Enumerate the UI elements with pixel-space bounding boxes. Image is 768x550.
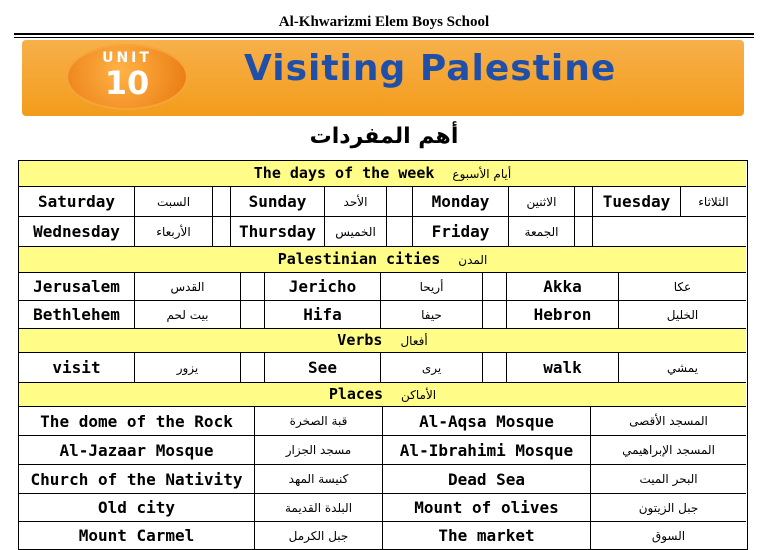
- table-row: [19, 301, 746, 329]
- table-row: [19, 187, 746, 217]
- place-ar: المسجد الإبراهيمي: [622, 443, 715, 457]
- city-ar: حيفا: [381, 301, 483, 328]
- days-header-ar: أيام الأسبوع: [452, 167, 512, 181]
- place-ar: قبة الصخرة: [255, 407, 383, 435]
- place-en: The market: [383, 522, 591, 549]
- day-ar: الجمعة: [509, 217, 575, 246]
- spacer-cell: [387, 187, 413, 216]
- city-ar: القدس: [135, 273, 241, 300]
- spacer-cell: [241, 273, 265, 300]
- city-ar: الخليل: [666, 307, 699, 322]
- places-header-ar: الأماكن: [401, 388, 437, 402]
- school-name: Al-Khwarizmi Elem Boys School: [278, 14, 490, 30]
- day-en: Monday: [413, 187, 509, 216]
- place-en: Dead Sea: [383, 465, 591, 493]
- places-header-en: Places: [328, 385, 384, 403]
- verb-en: See: [265, 353, 381, 382]
- days-header-en: The days of the week: [253, 164, 435, 182]
- day-ar: الخميس: [325, 217, 387, 246]
- day-en: Saturday: [19, 187, 135, 216]
- city-en: Hifa: [265, 301, 381, 328]
- place-ar: جبل الكرمل: [255, 522, 383, 549]
- section-header-cities: [19, 247, 746, 273]
- day-en: Friday: [413, 217, 509, 246]
- verb-en: visit: [19, 353, 135, 382]
- section-header-places: [19, 383, 746, 407]
- place-ar: المسجد الأقصى: [629, 414, 708, 428]
- unit-badge: [68, 46, 186, 108]
- verb-ar: يرى: [381, 353, 483, 382]
- section-header-days: [19, 161, 746, 187]
- spacer-cell: [575, 187, 593, 216]
- table-row: [19, 217, 746, 247]
- day-en: Tuesday: [593, 187, 681, 216]
- spacer-cell: [575, 217, 593, 246]
- day-en: Sunday: [231, 187, 325, 216]
- verbs-header-en: Verbs: [337, 331, 383, 349]
- section-header-verbs: [19, 329, 746, 353]
- spacer-cell: [483, 353, 507, 382]
- table-row: [19, 407, 746, 436]
- unit-title: Visiting Palestine: [244, 48, 617, 89]
- day-ar: السبت: [135, 187, 213, 216]
- place-en: Mount of olives: [383, 494, 591, 521]
- day-ar: الأحد: [325, 187, 387, 216]
- unit-label: UNIT: [102, 50, 152, 66]
- unit-number: 10: [104, 64, 150, 102]
- city-en: Akka: [507, 273, 619, 300]
- place-en: Mount Carmel: [19, 522, 255, 549]
- city-ar: بيت لحم: [135, 301, 241, 328]
- top-rule: [14, 33, 754, 35]
- spacer-cell: [241, 301, 265, 328]
- spacer-cell: [483, 273, 507, 300]
- place-en: Al-Aqsa Mosque: [383, 407, 591, 435]
- city-en: Bethlehem: [19, 301, 135, 328]
- table-row: [19, 522, 746, 549]
- city-en: Jerusalem: [19, 273, 135, 300]
- verb-ar: يزور: [135, 353, 241, 382]
- day-ar: الثلاثاء: [698, 194, 729, 209]
- empty-cell: [593, 217, 746, 246]
- table-row: [19, 494, 746, 522]
- table-row: [19, 273, 746, 301]
- city-ar: أريحا: [381, 273, 483, 300]
- place-ar: البلدة القديمة: [255, 494, 383, 521]
- place-en: Al-Jazaar Mosque: [19, 436, 255, 464]
- place-ar: مسجد الجزار: [255, 436, 383, 464]
- table-row: [19, 436, 746, 465]
- city-en: Hebron: [507, 301, 619, 328]
- cities-header-en: Palestinian cities: [277, 250, 441, 268]
- place-en: The dome of the Rock: [19, 407, 255, 435]
- spacer-cell: [387, 217, 413, 246]
- city-en: Jericho: [265, 273, 381, 300]
- place-ar: جبل الزيتون: [638, 500, 699, 515]
- day-ar: الأربعاء: [135, 217, 213, 246]
- spacer-cell: [241, 353, 265, 382]
- table-row: [19, 353, 746, 383]
- spacer-cell: [213, 217, 231, 246]
- day-en: Wednesday: [19, 217, 135, 246]
- city-ar: عكا: [673, 279, 692, 294]
- place-en: Old city: [19, 494, 255, 521]
- day-en: Thursday: [231, 217, 325, 246]
- vocabulary-heading: أهم المفردات: [309, 124, 459, 149]
- place-en: Al-Ibrahimi Mosque: [383, 436, 591, 464]
- spacer-cell: [213, 187, 231, 216]
- verb-ar: يمشي: [667, 360, 698, 375]
- place-ar: السوق: [651, 528, 686, 543]
- verb-en: walk: [507, 353, 619, 382]
- table-row: [19, 465, 746, 494]
- vocabulary-table: [18, 160, 748, 550]
- day-ar: الاثنين: [509, 187, 575, 216]
- spacer-cell: [483, 301, 507, 328]
- place-en: Church of the Nativity: [19, 465, 255, 493]
- verbs-header-ar: أفعال: [400, 334, 428, 348]
- place-ar: البحر الميت: [639, 472, 698, 486]
- place-ar: كنيسة المهد: [255, 465, 383, 493]
- cities-header-ar: المدن: [458, 253, 488, 267]
- top-rule-thin: [14, 37, 754, 38]
